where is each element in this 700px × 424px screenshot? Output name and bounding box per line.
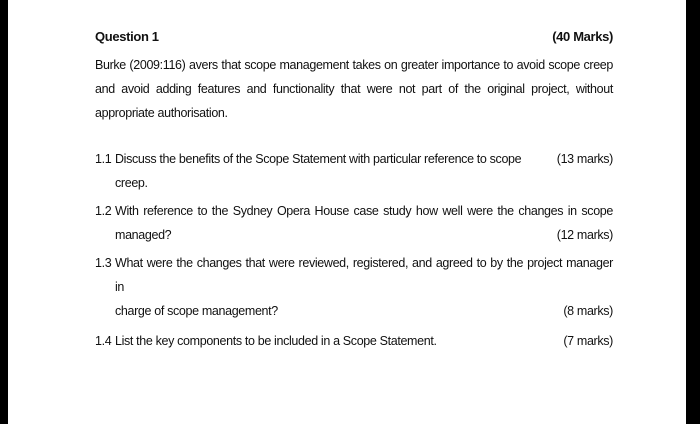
sub-question-text-line-2: managed? — [115, 228, 172, 242]
sub-question-number: 1.1 — [95, 152, 112, 166]
sub-question-body — [115, 251, 613, 323]
sub-question-number: 1.2 — [95, 204, 112, 218]
sub-question-marks: (7 marks) — [563, 334, 613, 348]
sub-question-text-line-2: charge of scope management? — [115, 304, 278, 318]
sub-question-marks: (13 marks) — [556, 152, 613, 166]
sub-question-1-2 — [95, 199, 613, 247]
sub-question-1-3 — [95, 251, 613, 323]
question-total-marks: (40 Marks) — [552, 29, 613, 44]
right-border — [686, 0, 700, 424]
sub-question-text: List the key components to be included in a Scope Statement. — [115, 334, 437, 348]
sub-question-body — [115, 199, 613, 247]
document-page — [8, 0, 686, 424]
sub-question-marks: (12 marks) — [556, 228, 613, 242]
sub-question-line-2 — [115, 299, 613, 323]
sub-question-1-1 — [95, 147, 613, 195]
sub-question-text-line-1: With reference to the Sydney Opera House case study how well were the changes in scope — [115, 204, 613, 218]
sub-question-number: 1.4 — [95, 334, 112, 348]
sub-question-line — [115, 329, 613, 353]
question-intro: Burke (2009:116) avers that scope management takes on greater importance to avoid scope creep and avoid adding features and functionality that were not part of the original project, without appropriate authorisation. — [95, 58, 613, 120]
sub-question-line — [115, 147, 613, 195]
left-border — [0, 0, 8, 424]
question-block — [95, 26, 613, 357]
sub-question-text-line-1: What were the changes that were reviewed, registered, and agreed to by the project manager in — [115, 256, 613, 294]
sub-question-list — [95, 147, 613, 353]
question-header — [95, 28, 613, 46]
sub-question-line-2 — [115, 223, 613, 247]
sub-question-marks: (8 marks) — [563, 304, 613, 318]
sub-question-number: 1.3 — [95, 256, 112, 270]
sub-question-1-4 — [95, 329, 613, 353]
sub-question-text: Discuss the benefits of the Scope Statement with particular reference to scope creep. — [115, 152, 522, 190]
question-title: Question 1 — [95, 29, 159, 44]
